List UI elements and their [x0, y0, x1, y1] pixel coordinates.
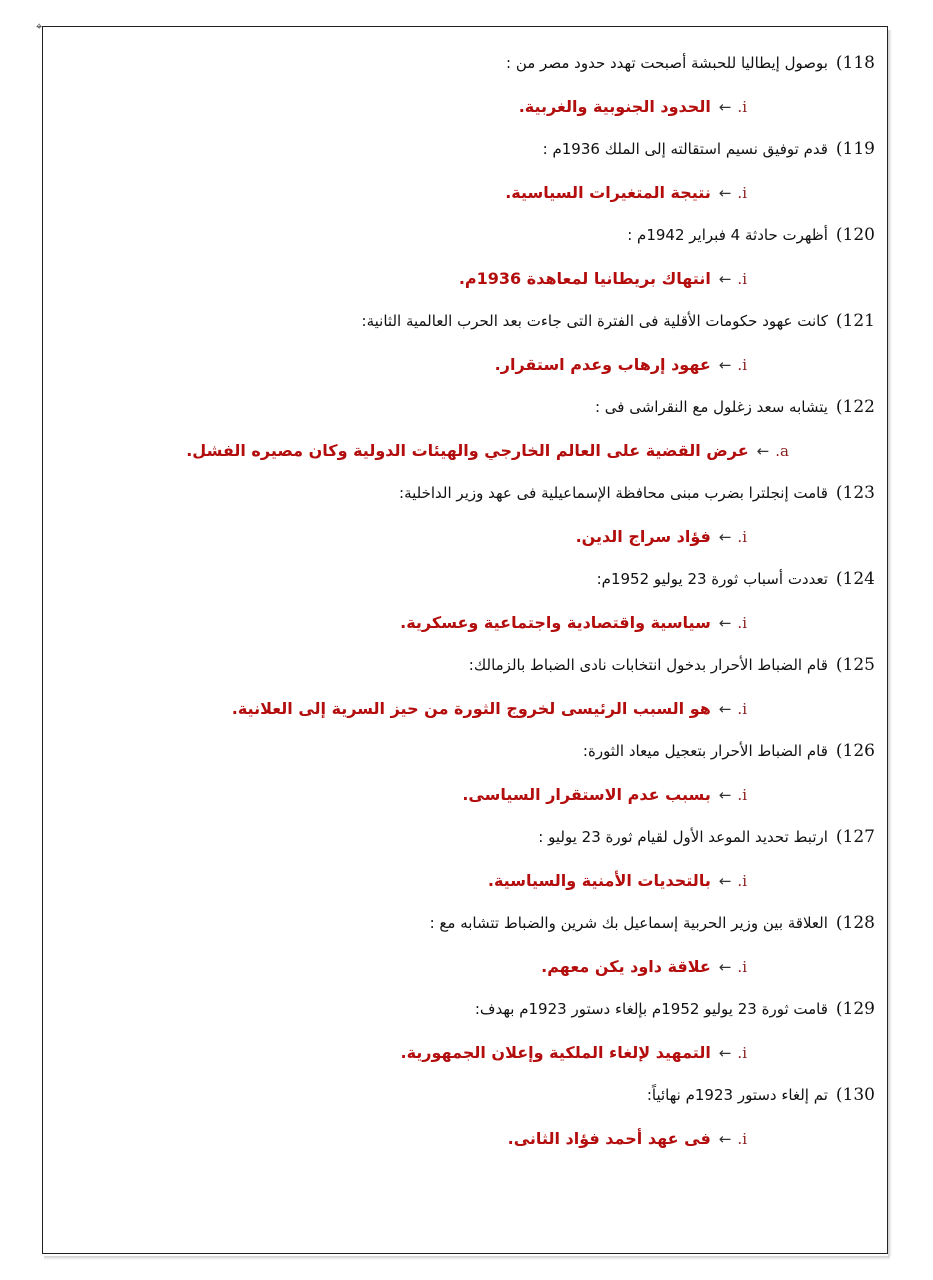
question-answer-list — [60, 42, 875, 1160]
answer-text: بالتحديات الأمنية والسياسية. — [487, 871, 711, 890]
answer-line — [60, 859, 875, 902]
question-text: قامت ثورة 23 يوليو 1952م بإلغاء دستور 1923م بهدف: — [474, 1000, 828, 1018]
question-number: 129) — [835, 999, 875, 1019]
question-line — [60, 42, 875, 85]
question-text: يتشابه سعد زغلول مع النقراشى فى : — [594, 398, 828, 416]
answer-marker: i. — [737, 356, 747, 374]
answer-marker: i. — [737, 786, 747, 804]
answer-marker: i. — [737, 184, 747, 202]
question-text: قدم توفيق نسيم استقالته إلى الملك 1936م : — [542, 140, 828, 158]
answer-text: نتيجة المتغيرات السياسية. — [505, 183, 711, 202]
answer-line — [60, 429, 875, 472]
question-number: 120) — [835, 225, 875, 245]
question-line — [60, 472, 875, 515]
answer-line — [60, 1117, 875, 1160]
question-text: تعددت أسباب ثورة 23 يوليو 1952م: — [596, 570, 828, 588]
answer-line — [60, 257, 875, 300]
question-line — [60, 730, 875, 773]
question-number: 118) — [835, 53, 875, 73]
question-line — [60, 558, 875, 601]
question-line — [60, 300, 875, 343]
answer-line — [60, 945, 875, 988]
question-text: تم إلغاء دستور 1923م نهائياً: — [646, 1086, 828, 1104]
answer-marker: i. — [737, 270, 747, 288]
arrow-left-icon: ← — [718, 958, 732, 976]
arrow-left-icon: ← — [718, 1044, 732, 1062]
question-number: 126) — [835, 741, 875, 761]
page-shadow-right — [888, 30, 892, 1256]
question-number: 124) — [835, 569, 875, 589]
question-number: 119) — [835, 139, 875, 159]
answer-text: فى عهد أحمد فؤاد الثانى. — [507, 1129, 711, 1148]
question-line — [60, 1074, 875, 1117]
arrow-left-icon: ← — [718, 700, 732, 718]
answer-line — [60, 687, 875, 730]
answer-marker: i. — [737, 614, 747, 632]
answer-text: سياسية واقتصادية واجتماعية وعسكرية. — [400, 613, 711, 632]
answer-marker: a. — [775, 442, 789, 460]
answer-line — [60, 85, 875, 128]
answer-line — [60, 343, 875, 386]
question-text: قامت إنجلترا بضرب مبنى محافظة الإسماعيلية فى عهد وزير الداخلية: — [399, 484, 828, 502]
arrow-left-icon: ← — [718, 356, 732, 374]
question-line — [60, 386, 875, 429]
answer-line — [60, 601, 875, 644]
question-number: 130) — [835, 1085, 875, 1105]
answer-marker: i. — [737, 958, 747, 976]
answer-text: انتهاك بريطانيا لمعاهدة 1936م. — [458, 269, 711, 288]
answer-marker: i. — [737, 528, 747, 546]
question-number: 121) — [835, 311, 875, 331]
question-number: 125) — [835, 655, 875, 675]
question-text: كانت عهود حكومات الأقلية فى الفترة التى جاءت بعد الحرب العالمية الثانية: — [361, 312, 828, 330]
question-number: 128) — [835, 913, 875, 933]
answer-line — [60, 171, 875, 214]
arrow-left-icon: ← — [718, 786, 732, 804]
arrow-left-icon: ← — [718, 1130, 732, 1148]
question-line — [60, 816, 875, 859]
question-text: قام الضباط الأحرار بتعجيل ميعاد الثورة: — [582, 742, 828, 760]
question-text: ارتبط تحديد الموعد الأول لقيام ثورة 23 يوليو : — [538, 828, 828, 846]
answer-text: التمهيد لإلغاء الملكية وإعلان الجمهورية. — [400, 1043, 711, 1062]
arrow-left-icon: ← — [718, 528, 732, 546]
question-number: 123) — [835, 483, 875, 503]
frame-anchor-icon: ⌖ — [36, 20, 43, 33]
arrow-left-icon: ← — [718, 614, 732, 632]
arrow-left-icon: ← — [718, 98, 732, 116]
question-text: أظهرت حادثة 4 فبراير 1942م : — [627, 226, 828, 244]
answer-text: علاقة داود يكن معهم. — [541, 957, 711, 976]
arrow-left-icon: ← — [756, 442, 770, 460]
answer-text: فؤاد سراج الدين. — [575, 527, 711, 546]
answer-text: الحدود الجنوبية والغربية. — [518, 97, 711, 116]
page-shadow-bottom — [44, 1256, 890, 1260]
arrow-left-icon: ← — [718, 184, 732, 202]
answer-text: بسبب عدم الاستقرار السياسى. — [462, 785, 711, 804]
question-line — [60, 128, 875, 171]
answer-line — [60, 515, 875, 558]
arrow-left-icon: ← — [718, 270, 732, 288]
answer-marker: i. — [737, 98, 747, 116]
answer-text: عرض القضية على العالم الخارجي والهيئات الدولية وكان مصيره الفشل. — [186, 441, 749, 460]
question-line — [60, 644, 875, 687]
question-number: 127) — [835, 827, 875, 847]
answer-line — [60, 773, 875, 816]
answer-text: عهود إرهاب وعدم استقرار. — [494, 355, 711, 374]
question-line — [60, 988, 875, 1031]
question-text: قام الضباط الأحرار بدخول انتخابات نادى الضباط بالزمالك: — [468, 656, 828, 674]
answer-marker: i. — [737, 700, 747, 718]
answer-text: هو السبب الرئيسى لخروج الثورة من حيز السرية إلى العلانية. — [231, 699, 711, 718]
question-text: بوصول إيطاليا للحبشة أصبحت تهدد حدود مصر من : — [506, 54, 828, 72]
question-number: 122) — [835, 397, 875, 417]
question-line — [60, 214, 875, 257]
arrow-left-icon: ← — [718, 872, 732, 890]
question-text: العلاقة بين وزير الحربية إسماعيل بك شرين والضباط تتشابه مع : — [429, 914, 828, 932]
answer-marker: i. — [737, 1044, 747, 1062]
question-line — [60, 902, 875, 945]
answer-line — [60, 1031, 875, 1074]
answer-marker: i. — [737, 1130, 747, 1148]
answer-marker: i. — [737, 872, 747, 890]
